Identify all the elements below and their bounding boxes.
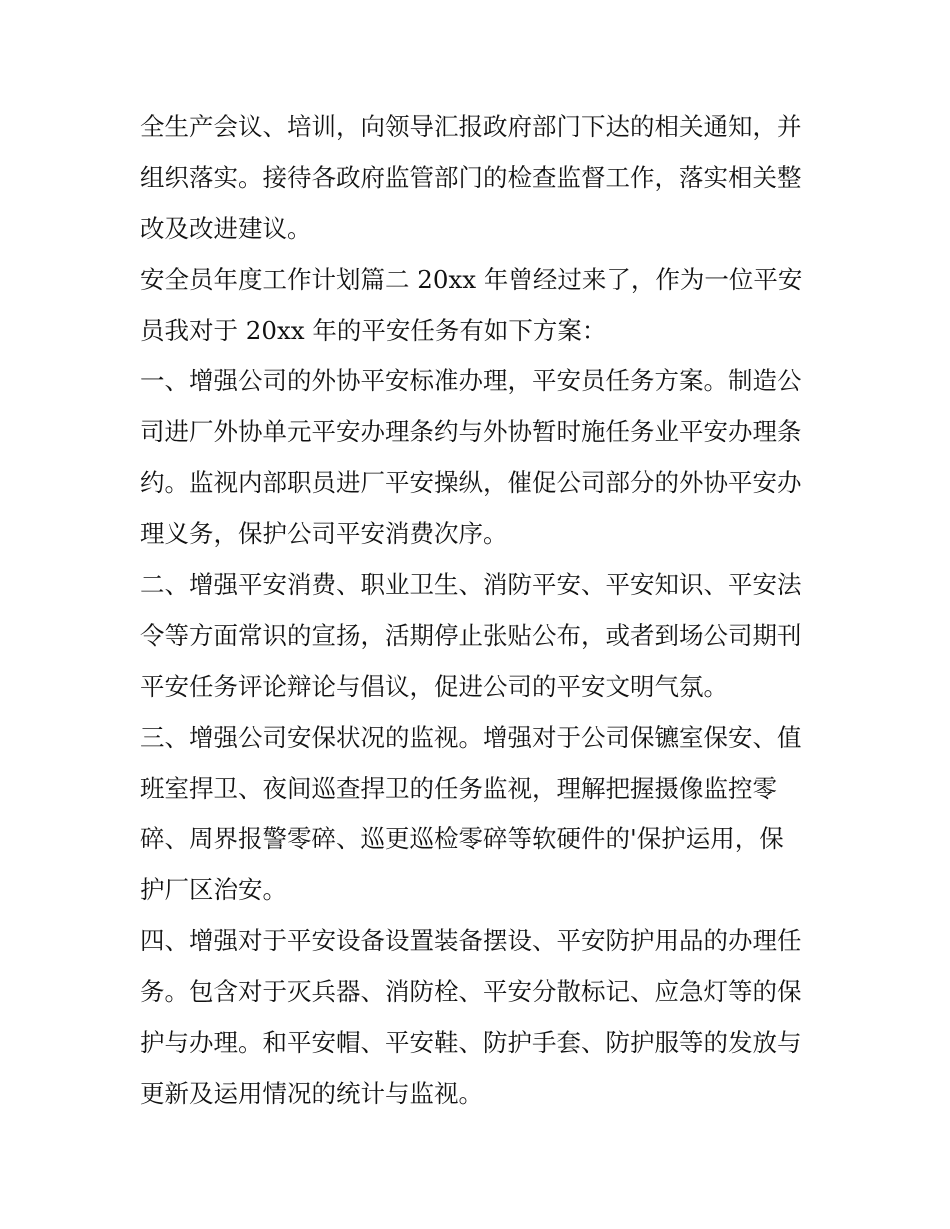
text-line: 务。包含对于灭兵器、消防栓、平安分散标记、应急灯等的保 [140, 977, 802, 1007]
text-line: 四、增强对于平安设备设置装备摆设、平安防护用品的办理任 [140, 926, 802, 956]
text-line: 三、增强公司安保状况的监视。增强对于公司保镳室保安、值 [140, 722, 802, 752]
text-line: 班室捍卫、夜间巡查捍卫的任务监视，理解把握摄像监控零 [140, 773, 777, 803]
text-line: 组织落实。接待各政府监管部门的检查监督工作，落实相关整 [140, 162, 802, 192]
text-line: 安全员年度工作计划篇二 20xx 年曾经过来了，作为一位平安 [140, 264, 803, 294]
text-line: 约。监视内部职员进厂平安操纵，催促公司部分的外协平安办 [140, 468, 802, 498]
text-line: 令等方面常识的宣扬，活期停止张贴公布，或者到场公司期刊 [140, 620, 802, 650]
document-body [140, 102, 820, 1120]
text-line: 护厂区治安。 [140, 875, 287, 905]
text-line: 一、增强公司的外协平安标准办理，平安员任务方案。制造公 [140, 366, 802, 396]
text-line: 护与办理。和平安帽、平安鞋、防护手套、防护服等的发放与 [140, 1028, 802, 1058]
text-line: 理义务，保护公司平安消费次序。 [140, 519, 508, 549]
text-line: 二、增强平安消费、职业卫生、消防平安、平安知识、平安法 [140, 570, 802, 600]
text-line: 员我对于 20xx 年的平安任务有如下方案： [140, 315, 607, 345]
text-line: 碎、周界报警零碎、巡更巡检零碎等软硬件的'保护运用，保 [140, 824, 784, 854]
text-line: 司进厂外协单元平安办理条约与外协暂时施任务业平安办理条 [140, 417, 802, 447]
text-line: 更新及运用情况的统计与监视。 [140, 1078, 483, 1108]
text-line: 全生产会议、培训，向领导汇报政府部门下达的相关通知，并 [140, 112, 802, 141]
text-line: 平安任务评论辩论与倡议，促进公司的平安文明气氛。 [140, 671, 728, 701]
text-line: 改及改进建议。 [140, 213, 312, 243]
